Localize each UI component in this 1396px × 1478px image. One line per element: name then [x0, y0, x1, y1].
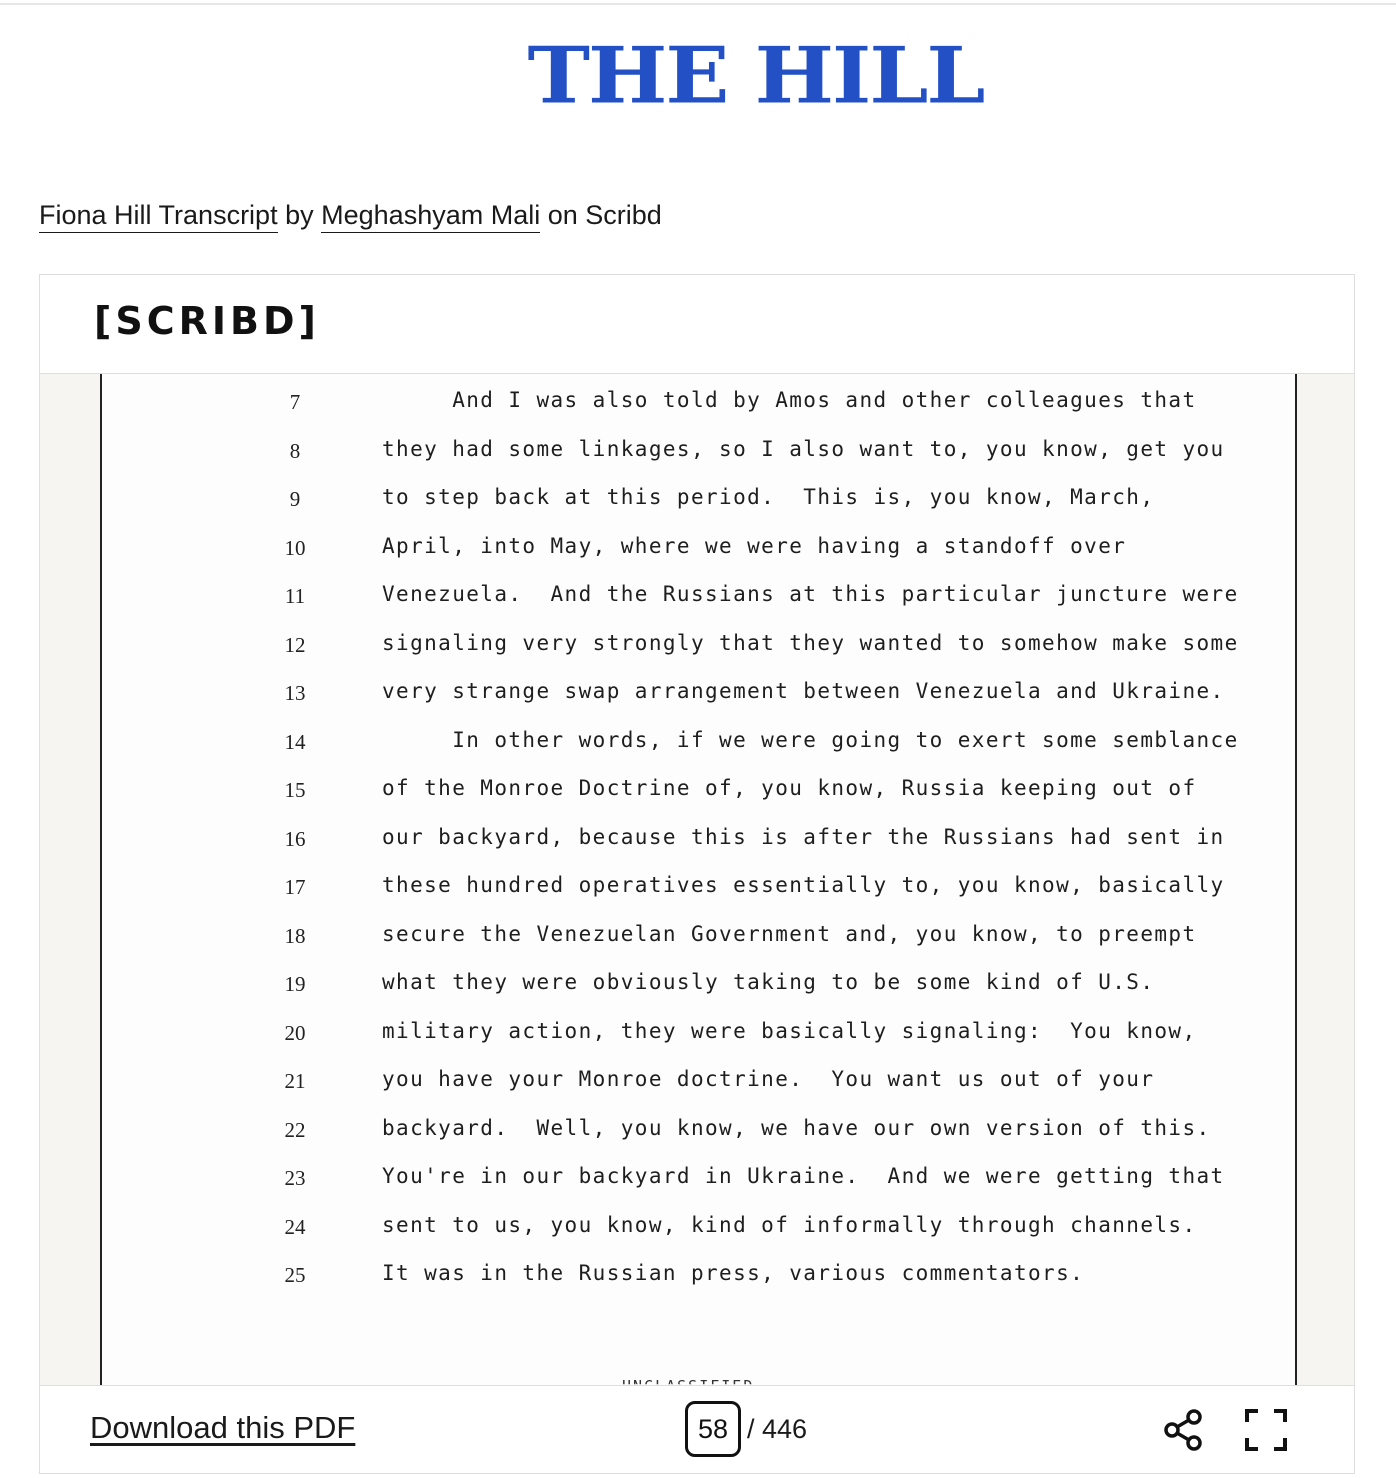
- transcript-line: [102, 922, 1295, 962]
- line-text: to step back at this period. This is, you know, March,: [382, 485, 1155, 509]
- line-number: 23: [284, 1166, 306, 1190]
- line-number: 15: [284, 778, 306, 802]
- scribd-logo[interactable]: [SCRIBD]: [94, 299, 320, 343]
- fullscreen-icon[interactable]: [1242, 1406, 1290, 1454]
- line-number: 22: [284, 1117, 306, 1142]
- line-text: sent to us, you know, kind of informally through channels.: [382, 1212, 1197, 1237]
- document-page: [100, 374, 1297, 1394]
- line-number: 17: [284, 875, 306, 899]
- share-icon[interactable]: [1160, 1406, 1208, 1454]
- line-number: 8: [289, 438, 301, 463]
- line-number: 24: [284, 1214, 306, 1239]
- line-text: these hundred operatives essentially to, you know, basically: [382, 873, 1225, 897]
- transcript-line: [102, 970, 1295, 1010]
- transcript-line: [102, 825, 1295, 865]
- page-navigator: [685, 1401, 807, 1457]
- line-number: 12: [284, 632, 306, 657]
- transcript-line: [102, 1213, 1295, 1253]
- transcript-line: [102, 1116, 1295, 1156]
- line-text: And I was also told by Amos and other colleagues that: [382, 388, 1197, 412]
- line-text: In other words, if we were going to exert some semblance: [382, 727, 1239, 752]
- embed-header: [40, 275, 1354, 374]
- the-hill-logo[interactable]: THE HILL: [527, 30, 984, 122]
- transcript-line: [102, 728, 1295, 768]
- transcript-line: [102, 437, 1295, 477]
- line-number: 21: [284, 1069, 306, 1093]
- transcript-line: [102, 1019, 1295, 1059]
- line-text: they had some linkages, so I also want to, you know, get you: [382, 436, 1225, 461]
- line-number: 25: [284, 1263, 306, 1287]
- line-number: 10: [284, 535, 306, 560]
- line-number: 7: [289, 390, 301, 414]
- transcript-line: [102, 1261, 1295, 1301]
- byline-on-scribd: on Scribd: [547, 200, 662, 230]
- embed-byline: [39, 200, 662, 231]
- line-number: 9: [289, 487, 301, 511]
- transcript-line: [102, 388, 1295, 428]
- page-number-input[interactable]: [685, 1401, 741, 1457]
- byline-by: by: [285, 200, 314, 230]
- transcript-line: [102, 873, 1295, 913]
- line-text: You're in our backyard in Ukraine. And we were getting that: [382, 1164, 1225, 1188]
- line-number: 16: [284, 826, 306, 851]
- document-title-link[interactable]: Fiona Hill Transcript: [39, 200, 278, 233]
- line-text: very strange swap arrangement between Venezuela and Ukraine.: [382, 679, 1225, 703]
- top-divider: [0, 3, 1396, 5]
- line-number: 14: [284, 729, 306, 754]
- line-text: of the Monroe Doctrine of, you know, Russia keeping out of: [382, 776, 1197, 800]
- line-text: what they were obviously taking to be some kind of U.S.: [382, 970, 1155, 994]
- line-text: military action, they were basically signaling: You know,: [382, 1018, 1197, 1043]
- author-link[interactable]: Meghashyam Mali: [321, 200, 540, 233]
- total-pages: / 446: [747, 1413, 808, 1444]
- transcript-line: [102, 582, 1295, 622]
- line-number: 19: [284, 972, 306, 996]
- masthead: [0, 26, 1396, 126]
- line-text: our backyard, because this is after the Russians had sent in: [382, 824, 1225, 849]
- transcript-line: [102, 534, 1295, 574]
- line-number: 20: [284, 1020, 306, 1045]
- transcript-line: [102, 679, 1295, 719]
- transcript-line: [102, 485, 1295, 525]
- transcript-line: [102, 1067, 1295, 1107]
- embed-footer: [40, 1385, 1354, 1474]
- download-pdf-link[interactable]: Download this PDF: [90, 1410, 356, 1445]
- line-text: April, into May, where we were having a standoff over: [382, 533, 1127, 558]
- line-number: 11: [284, 584, 306, 608]
- transcript-line: [102, 776, 1295, 816]
- transcript-line: [102, 631, 1295, 671]
- line-number: 13: [284, 681, 306, 705]
- line-text: you have your Monroe doctrine. You want us out of your: [382, 1067, 1155, 1091]
- line-text: It was in the Russian press, various commentators.: [382, 1261, 1085, 1285]
- line-text: backyard. Well, you know, we have our own version of this.: [382, 1115, 1211, 1140]
- transcript-line: [102, 1164, 1295, 1204]
- line-text: Venezuela. And the Russians at this particular juncture were: [382, 582, 1239, 606]
- line-text: signaling very strongly that they wanted to somehow make some: [382, 630, 1239, 655]
- line-number: 18: [284, 923, 306, 948]
- scribd-embed: [39, 274, 1355, 1474]
- line-text: secure the Venezuelan Government and, you know, to preempt: [382, 921, 1197, 946]
